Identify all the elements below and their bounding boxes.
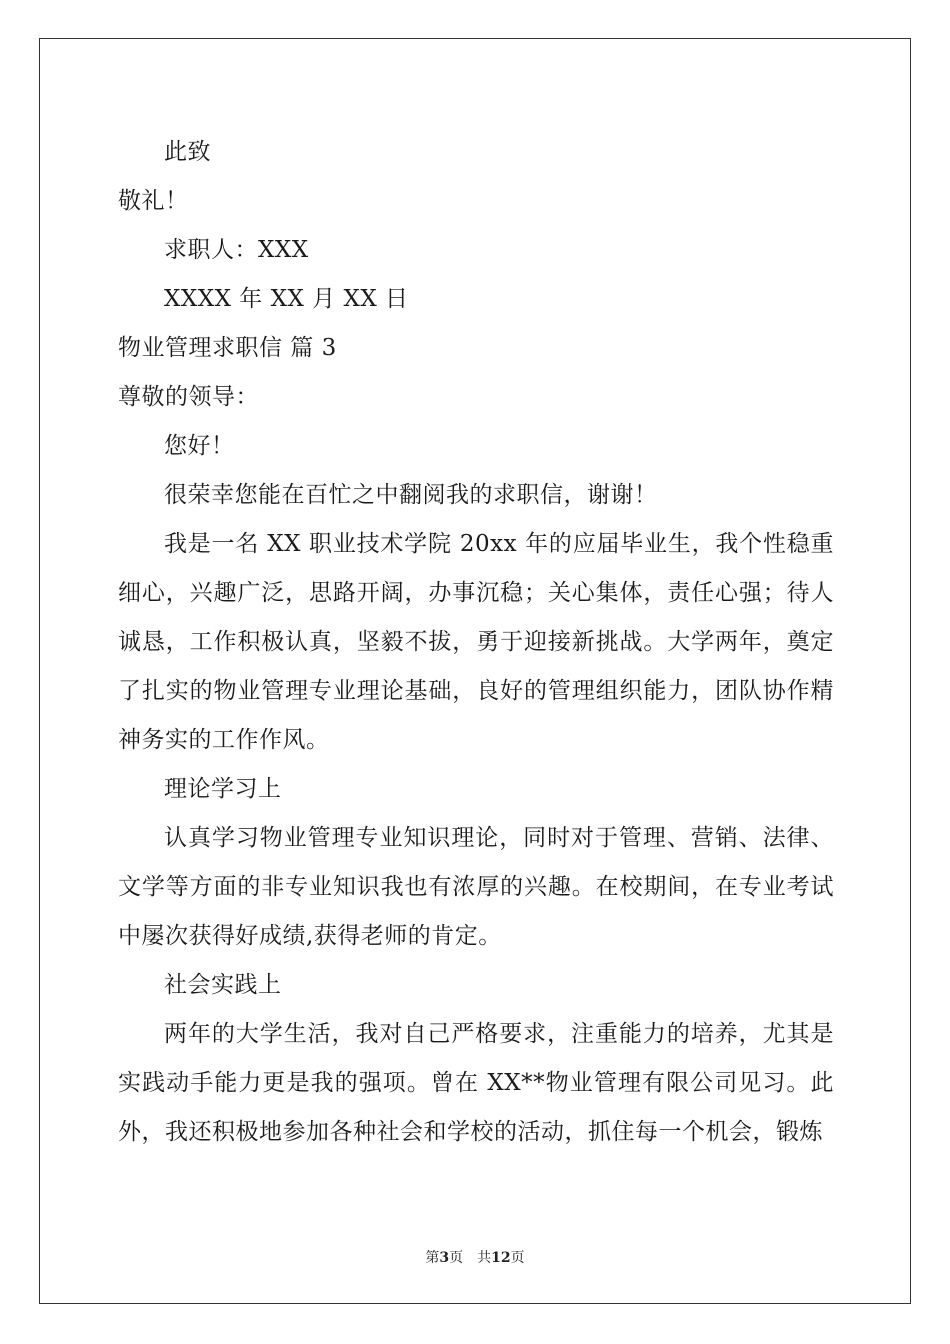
salutation: 尊敬的领导： — [118, 384, 259, 410]
intro-paragraph: 我是一名 XX 职业技术学院 20xx 年的应届毕业生，我个性稳重细心，兴趣广泛，思路开阔，办事沉稳；关心集体，责任心强；待人诚恳，工作积极认真，坚毅不拔，勇于迎接新挑战。大学两年，奠定了扎实的物业管理专业理论基础，良好的管理组织能力，团队协作精神务实的工作作风。 — [118, 531, 834, 753]
total-suffix: 页 — [510, 1250, 525, 1266]
practice-paragraph: 两年的大学生活，我对自己严格要求，注重能力的培养，尤其是实践动手能力更是我的强项。曾在 XX**物业管理有限公司见习。此外，我还积极地参加各种社会和学校的活动，抓住每一个机会，锻炼 — [118, 1021, 834, 1145]
applicant-signature: 求职人：XXX — [164, 237, 309, 263]
theory-paragraph: 认真学习物业管理专业知识理论，同时对于管理、营销、法律、文学等方面的非专业知识我也有浓厚的兴趣。在校期间，在专业考试中屡次获得好成绩,获得老师的肯定。 — [118, 825, 834, 949]
opening-line: 很荣幸您能在百忙之中翻阅我的求职信，谢谢！ — [164, 482, 658, 508]
page-prefix: 第 — [425, 1250, 440, 1266]
page-suffix: 页 — [449, 1250, 464, 1266]
letter-date: XXXX 年 XX 月 XX 日 — [164, 286, 409, 312]
section-title: 物业管理求职信 篇 3 — [118, 335, 337, 361]
subheading-practice: 社会实践上 — [164, 972, 282, 998]
page-number: 3 — [439, 1250, 450, 1266]
closing-salutation: 此致 — [164, 139, 211, 165]
page-footer — [0, 1247, 950, 1267]
letter-body — [118, 128, 834, 1157]
total-pages: 12 — [491, 1250, 511, 1266]
greeting: 您好！ — [164, 433, 235, 459]
closing-regards: 敬礼！ — [118, 188, 189, 214]
total-prefix: 共 — [477, 1250, 492, 1266]
subheading-theory: 理论学习上 — [164, 776, 282, 802]
